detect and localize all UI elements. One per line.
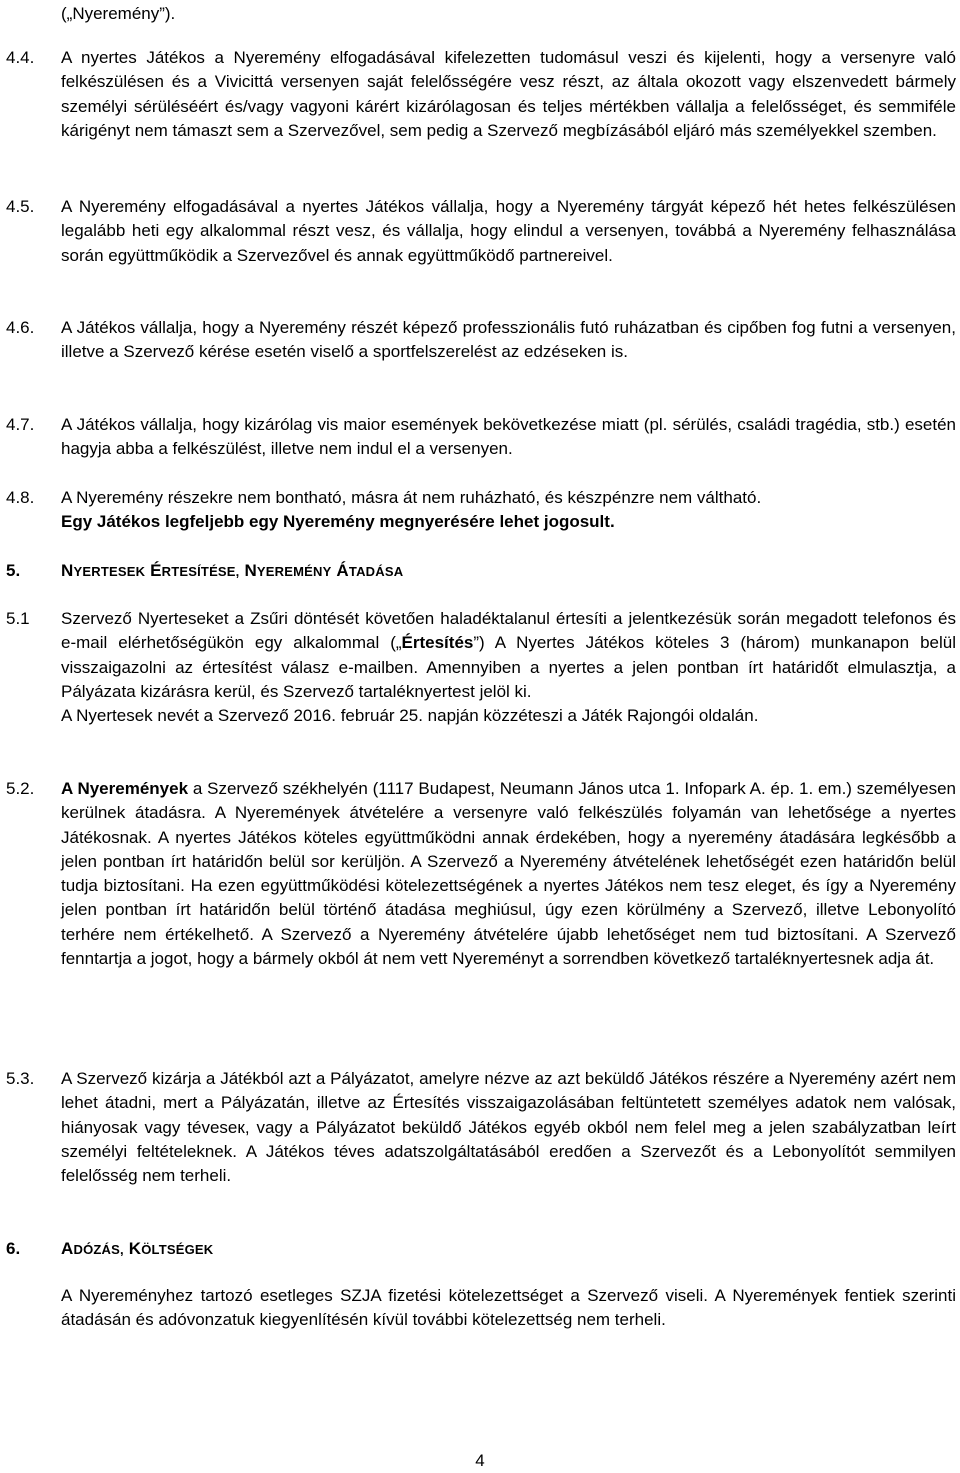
top-fragment: („Nyeremény”). — [61, 4, 176, 23]
section-number: 4.8. — [6, 488, 35, 507]
section-4-7 — [6, 413, 956, 462]
section-number: 5.2. — [6, 779, 35, 798]
section-4-5 — [6, 195, 956, 268]
section-4-4 — [6, 46, 956, 143]
heading-word-initial: N — [244, 561, 257, 580]
heading-word-rest: TADÁSA — [348, 564, 404, 579]
page-number: 4 — [475, 1451, 485, 1470]
section-text-part: ) A Nyertes Játékos köteles 3 (három) munkanapon belül visszaigazolni az értesítést válasz e-mailben. Amennyiben a nyertes a jelen pontban írt határidőt elmulasztja, a Pályázata kizárásra kerül, és Szervező tartaléknyertest jelöl ki. — [61, 633, 956, 701]
section-number: 4.6. — [6, 318, 35, 337]
section-number: 5.3. — [6, 1069, 35, 1088]
heading-title — [61, 559, 956, 584]
heading-word-initial: É — [150, 561, 162, 580]
heading-word-initial: A — [61, 1239, 74, 1258]
section-4-6 — [6, 316, 956, 365]
heading-word-rest: DÓZÁS, — [73, 1242, 124, 1257]
section-text: A Szervező kizárja a Játékból azt a Pályázatot, amelyre nézve az azt beküldő Játékos részére a Nyeremény azért nem lehet átadni, mert a Pályázatán, illetve az Értesítés visszaigazolásában feltüntetett személyes adatok nem valósak, hiányosak vagy téveseк, vagy a Pályázatot beküldő Játékos egyéb okból nem felel meg a jelen szabályzatban leírt személyi feltételeknek. A Játékos téves adatszolgáltatásából eredően a Szervezőt és a Lebonyolítót semmilyen felelősség nem terheli. — [61, 1069, 956, 1186]
section-text-line: A Nyertesek nevét a Szervező 2016. február 25. napján közzéteszi a Játék Rajongói oldalán. — [61, 706, 759, 726]
heading-word-initial: Á — [336, 561, 349, 580]
heading-word-initial: K — [128, 1239, 142, 1258]
heading-word-rest: YERTESEK — [73, 564, 146, 579]
heading-number: 6. — [6, 1239, 21, 1258]
section-text — [61, 607, 956, 728]
section-number: 4.7. — [6, 415, 35, 434]
section-text-bold: Értesítés — [401, 633, 474, 653]
section-text: A nyertes Játékos a Nyeremény elfogadásával kifelezetten tudomásul veszi és kijelenti, hogy a versenyre való felkészülésen és a Vivicittá versenyen saját felelősségére vesz részt, az általa okozott vagy elszenvedett bármely személyi sérüléséért és/vagy vagyoni kárért kizárólagosan és teljes mértékben vállalja a felelősséget, és semmiféle kárigényt nem támaszt sem a Szervezővel, sem pedig a Szervező megbízásából eljáró más személyekkel szemben. — [61, 48, 956, 140]
heading-5 — [6, 559, 956, 584]
heading-word-rest: RTESÍTÉSE, — [161, 564, 240, 579]
quote-open: „ — [395, 633, 402, 653]
section-text-bold: Egy Játékos legfeljebb egy Nyeremény megnyerésére lehet jogosult. — [61, 512, 615, 532]
section-number: 4.5. — [6, 197, 35, 216]
section-text-part: a Szervező székhelyén (1117 Budapest, Neumann János utca 1. Infopark A. ép. 1. em.) személyesen kerülnek átadásra. A Nyeremények átvételére a versenyre való felkészülés folyamán van lehetősége a nyertes Játékosnak. A nyertes Játékos köteles együttműködni annak érdekében, hogy a nyeremény átadására legkésőbb a jelen pontban írt határidőn belül sor kerüljön. A Szervező a Nyeremény átvételének lehetőségét ezen határidőn belül tudja biztosítani. Ha ezen együttműködési kötelezettségének a nyertes Játékos nem tesz eleget, és így a Nyeremény jelen pontban írt határidőn belül történő átadása meghiúsul, úgy ezen körülmény a Szervező, illetve Lebonyolító terhére nem értékelhető. A Szervező a Nyeremény átvételére újabb lehetőséget nem tud biztosítani. A Szervező fenntartja a jogot, hogy a bármely okból át nem vett Nyereményt a sorrendben következő tartaléknyertesnek adja át. — [61, 779, 956, 969]
heading-number: 5. — [6, 561, 21, 580]
heading-title — [61, 1237, 956, 1262]
section-text-bold: A Nyeremények — [61, 779, 189, 798]
quote-close: ” — [473, 633, 480, 653]
section-text — [61, 777, 956, 971]
section-number: 4.4. — [6, 48, 35, 67]
section-6 — [6, 1284, 956, 1333]
section-text: A Játékos vállalja, hogy a Nyeremény részét képező professzionális futó ruházatban és cipőben fog futni a versenyen, illetve a Szervező kérése esetén viselő a sportfelszerelést az edzéseken is. — [61, 318, 956, 362]
section-text: A Játékos vállalja, hogy kizárólag vis maior események bekövetkezése miatt (pl. sérülés, családi tragédia, stb.) esetén hagyja abba a felkészülést, illetve nem indul el a versenyen. — [61, 415, 956, 459]
heading-6 — [6, 1237, 956, 1262]
section-number: 5.1 — [6, 609, 30, 628]
section-text: A Nyereményhez tartozó esetleges SZJA fizetési kötelezettséget a Szervező viseli. A Nyeremények fentiek szerinti átadásán és adóvonzatuk kiegyenlítésén kívül további kötelezettség nem terheli. — [61, 1286, 956, 1330]
heading-word-rest: YEREMÉNY — [256, 564, 332, 579]
heading-word-rest: ÖLTSÉGEK — [141, 1242, 214, 1257]
section-text: A Nyeremény elfogadásával a nyertes Játékos vállalja, hogy a Nyeremény tárgyát képező hét hetes felkészülésen legalább heti egy alkalommal részt vesz, és vállalja, hogy elindul a versenyen, továbbá a Nyeremény felhasználása során együttműködik a Szervezővel és annak együttműködő partnereivel. — [61, 197, 956, 265]
section-text-part: Szervező Nyerteseket a Zsűri döntését követően haladéktalanul értesíti a jelentkezésük során megadott telefonos és e-mail elérhetőségükön egy alkalommal ( — [61, 609, 956, 653]
heading-word-initial: N — [61, 561, 74, 580]
section-5-1 — [6, 607, 956, 728]
section-text-plain: A Nyeremény részekre nem bontható, másra át nem ruházható, és készpénzre nem váltható. — [61, 488, 762, 507]
section-4-8 — [6, 486, 956, 535]
section-5-3 — [6, 1067, 956, 1188]
section-text — [61, 486, 956, 535]
section-5-2 — [6, 777, 956, 971]
